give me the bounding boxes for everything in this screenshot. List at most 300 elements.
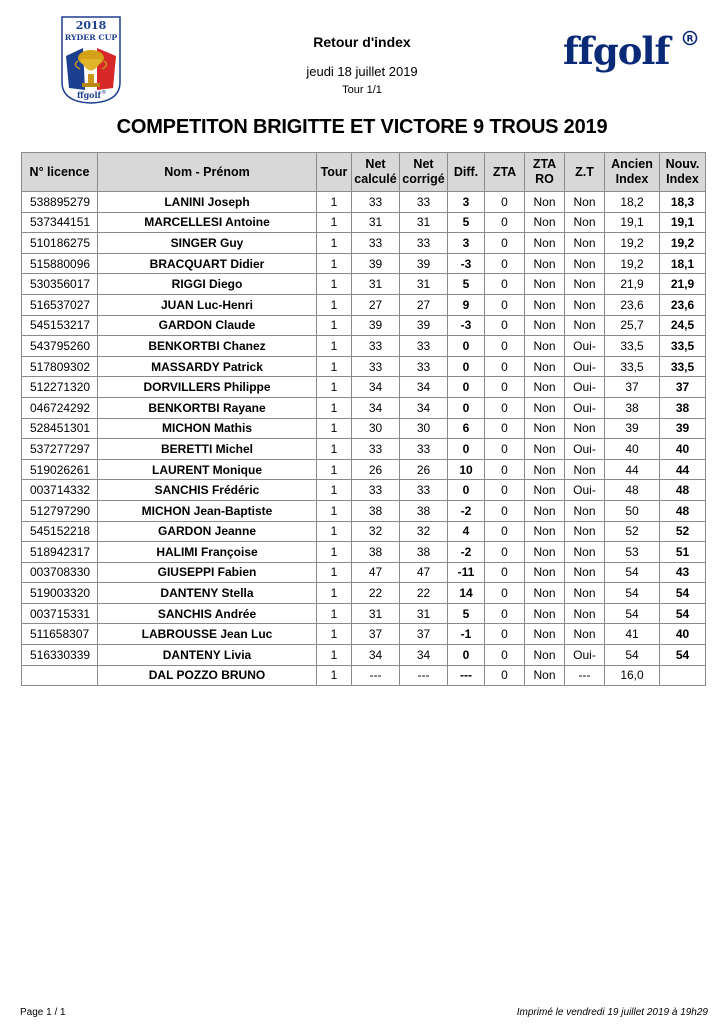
cell-tour: 1 xyxy=(317,418,352,439)
cell-zta-ro: Non xyxy=(525,500,565,521)
cell-net-corrige: 31 xyxy=(400,603,448,624)
cell-diff: 0 xyxy=(448,439,485,460)
cell-net-calcule: 39 xyxy=(352,253,400,274)
cell-tour: 1 xyxy=(317,377,352,398)
cell-tour: 1 xyxy=(317,356,352,377)
cell-ancien-index: 52 xyxy=(605,521,660,542)
cell-tour: 1 xyxy=(317,315,352,336)
cell-licence: 543795260 xyxy=(22,336,98,357)
cell-zt: Oui- xyxy=(565,480,605,501)
cell-tour: 1 xyxy=(317,274,352,295)
cell-licence: 510186275 xyxy=(22,233,98,254)
cell-net-calcule: 32 xyxy=(352,521,400,542)
cell-zta-ro: Non xyxy=(525,645,565,666)
cell-zt: Non xyxy=(565,212,605,233)
cell-tour: 1 xyxy=(317,192,352,213)
col-header-net-corrige: Net corrigé xyxy=(400,153,448,192)
cell-zt: Oui- xyxy=(565,377,605,398)
table-row xyxy=(22,192,706,213)
cell-net-calcule: --- xyxy=(352,665,400,686)
cell-ancien-index: 19,1 xyxy=(605,212,660,233)
cell-zta-ro: Non xyxy=(525,233,565,254)
cell-net-calcule: 31 xyxy=(352,212,400,233)
cell-zta-ro: Non xyxy=(525,583,565,604)
cell-nouvel-index: 33,5 xyxy=(660,336,706,357)
cell-zta: 0 xyxy=(485,603,525,624)
cell-diff: 0 xyxy=(448,397,485,418)
cell-ancien-index: 53 xyxy=(605,542,660,563)
cell-zta-ro: Non xyxy=(525,439,565,460)
cell-nouvel-index: 21,9 xyxy=(660,274,706,295)
cell-ancien-index: 23,6 xyxy=(605,294,660,315)
cell-licence: 538895279 xyxy=(22,192,98,213)
print-date: Imprimé le vendredi 19 juillet 2019 à 19h29 xyxy=(516,1007,708,1018)
cell-net-calcule: 33 xyxy=(352,233,400,254)
cell-licence: 518942317 xyxy=(22,542,98,563)
report-date: jeudi 18 juillet 2019 xyxy=(306,64,418,79)
cell-diff: -1 xyxy=(448,624,485,645)
cell-zta-ro: Non xyxy=(525,480,565,501)
cell-diff: 10 xyxy=(448,459,485,480)
cell-nouvel-index: 18,1 xyxy=(660,253,706,274)
cell-nouvel-index: 54 xyxy=(660,603,706,624)
cell-nom: GIUSEPPI Fabien xyxy=(98,562,317,583)
cell-zt: Non xyxy=(565,542,605,563)
cell-zt: Oui- xyxy=(565,336,605,357)
table-row xyxy=(22,459,706,480)
cell-zta: 0 xyxy=(485,459,525,480)
table-row xyxy=(22,418,706,439)
cell-zt: Non xyxy=(565,521,605,542)
logo-reg-text: ® xyxy=(101,90,107,96)
cell-zt: Non xyxy=(565,500,605,521)
table-row xyxy=(22,645,706,666)
cell-zta-ro: Non xyxy=(525,418,565,439)
cell-tour: 1 xyxy=(317,500,352,521)
cell-nom: BENKORTBI Chanez xyxy=(98,336,317,357)
cell-ancien-index: 38 xyxy=(605,397,660,418)
cell-licence: 512797290 xyxy=(22,500,98,521)
cell-tour: 1 xyxy=(317,397,352,418)
cell-zt: Non xyxy=(565,274,605,295)
cell-nom: DAL POZZO BRUNO xyxy=(98,665,317,686)
col-header-nouvel-index: Nouv. Index xyxy=(660,153,706,192)
logo-year-text: 2018 xyxy=(75,19,107,32)
cell-zta: 0 xyxy=(485,377,525,398)
cell-net-corrige: 34 xyxy=(400,645,448,666)
cell-licence: 003708330 xyxy=(22,562,98,583)
cell-zta-ro: Non xyxy=(525,397,565,418)
table-row xyxy=(22,439,706,460)
cell-net-corrige: 39 xyxy=(400,315,448,336)
table-row xyxy=(22,562,706,583)
cell-net-calcule: 37 xyxy=(352,624,400,645)
col-header-zt: Z.T xyxy=(565,153,605,192)
cell-nom: BRACQUART Didier xyxy=(98,253,317,274)
cell-nouvel-index: 37 xyxy=(660,377,706,398)
cell-zta-ro: Non xyxy=(525,521,565,542)
cell-zta: 0 xyxy=(485,542,525,563)
col-header-zta: ZTA xyxy=(485,153,525,192)
cell-ancien-index: 41 xyxy=(605,624,660,645)
cell-net-calcule: 39 xyxy=(352,315,400,336)
cell-zta-ro: Non xyxy=(525,315,565,336)
cell-licence: 516330339 xyxy=(22,645,98,666)
table-row xyxy=(22,583,706,604)
cell-diff: 4 xyxy=(448,521,485,542)
cell-nom: MICHON Jean-Baptiste xyxy=(98,500,317,521)
cell-zta-ro: Non xyxy=(525,377,565,398)
cell-diff: 14 xyxy=(448,583,485,604)
cell-nouvel-index: 19,2 xyxy=(660,233,706,254)
cell-licence: 517809302 xyxy=(22,356,98,377)
cell-diff: 0 xyxy=(448,336,485,357)
cell-zta: 0 xyxy=(485,315,525,336)
cell-zt: Non xyxy=(565,294,605,315)
cell-zta-ro: Non xyxy=(525,356,565,377)
cell-licence: 515880096 xyxy=(22,253,98,274)
cell-net-corrige: 27 xyxy=(400,294,448,315)
table-row xyxy=(22,315,706,336)
cell-zta: 0 xyxy=(485,356,525,377)
cell-zta-ro: Non xyxy=(525,212,565,233)
cell-net-corrige: 38 xyxy=(400,542,448,563)
cell-nom: LANINI Joseph xyxy=(98,192,317,213)
competition-title: COMPETITON BRIGITTE ET VICTORE 9 TROUS 2019 xyxy=(116,116,608,138)
cell-tour: 1 xyxy=(317,645,352,666)
cell-zta-ro: Non xyxy=(525,665,565,686)
cell-diff: 5 xyxy=(448,603,485,624)
cell-tour: 1 xyxy=(317,521,352,542)
cell-zta: 0 xyxy=(485,294,525,315)
cell-zt: Oui- xyxy=(565,356,605,377)
cell-tour: 1 xyxy=(317,336,352,357)
cell-net-corrige: --- xyxy=(400,665,448,686)
col-header-nom: Nom - Prénom xyxy=(98,153,317,192)
cell-diff: -2 xyxy=(448,542,485,563)
cell-diff: 9 xyxy=(448,294,485,315)
results-table xyxy=(21,152,706,686)
cell-net-calcule: 27 xyxy=(352,294,400,315)
cell-nom: DANTENY Stella xyxy=(98,583,317,604)
cell-licence: 003715331 xyxy=(22,603,98,624)
cell-diff: 0 xyxy=(448,377,485,398)
cell-ancien-index: 33,5 xyxy=(605,336,660,357)
cell-ancien-index: 54 xyxy=(605,562,660,583)
cell-zt: --- xyxy=(565,665,605,686)
cell-ancien-index: 44 xyxy=(605,459,660,480)
cell-net-calcule: 33 xyxy=(352,336,400,357)
cell-licence: 519026261 xyxy=(22,459,98,480)
table-row xyxy=(22,212,706,233)
cell-zt: Non xyxy=(565,315,605,336)
cell-nouvel-index: 44 xyxy=(660,459,706,480)
cell-nouvel-index: 43 xyxy=(660,562,706,583)
col-header-tour: Tour xyxy=(317,153,352,192)
report-title: Retour d'index xyxy=(313,34,411,50)
cell-diff: -11 xyxy=(448,562,485,583)
cell-nouvel-index: 48 xyxy=(660,480,706,501)
cell-net-corrige: 26 xyxy=(400,459,448,480)
cell-nouvel-index: 23,6 xyxy=(660,294,706,315)
cell-ancien-index: 18,2 xyxy=(605,192,660,213)
cell-diff: -3 xyxy=(448,253,485,274)
cell-ancien-index: 37 xyxy=(605,377,660,398)
cell-diff: 3 xyxy=(448,233,485,254)
cell-licence: 511658307 xyxy=(22,624,98,645)
cell-nouvel-index: 54 xyxy=(660,645,706,666)
table-row xyxy=(22,377,706,398)
page-number: Page 1 / 1 xyxy=(20,1007,66,1018)
cell-tour: 1 xyxy=(317,480,352,501)
cell-diff: 5 xyxy=(448,274,485,295)
cell-diff: 0 xyxy=(448,356,485,377)
cell-nom: RIGGI Diego xyxy=(98,274,317,295)
cell-ancien-index: 21,9 xyxy=(605,274,660,295)
cell-zta: 0 xyxy=(485,645,525,666)
cell-licence: 512271320 xyxy=(22,377,98,398)
cell-zt: Oui- xyxy=(565,397,605,418)
cell-net-calcule: 31 xyxy=(352,274,400,295)
cell-zta: 0 xyxy=(485,480,525,501)
cell-diff: -3 xyxy=(448,315,485,336)
table-row xyxy=(22,356,706,377)
cell-zt: Non xyxy=(565,233,605,254)
cell-tour: 1 xyxy=(317,665,352,686)
cell-net-calcule: 33 xyxy=(352,480,400,501)
cell-ancien-index: 19,2 xyxy=(605,253,660,274)
cell-tour: 1 xyxy=(317,212,352,233)
cell-nom: GARDON Claude xyxy=(98,315,317,336)
cell-zta-ro: Non xyxy=(525,562,565,583)
cell-licence xyxy=(22,665,98,686)
cell-licence: 003714332 xyxy=(22,480,98,501)
col-header-zta-ro: ZTA RO xyxy=(525,153,565,192)
cell-net-corrige: 33 xyxy=(400,356,448,377)
cell-tour: 1 xyxy=(317,542,352,563)
cell-ancien-index: 19,2 xyxy=(605,233,660,254)
cell-tour: 1 xyxy=(317,439,352,460)
cell-net-calcule: 34 xyxy=(352,645,400,666)
cell-zt: Non xyxy=(565,192,605,213)
cell-zta: 0 xyxy=(485,562,525,583)
cell-tour: 1 xyxy=(317,603,352,624)
cell-nom: LAURENT Monique xyxy=(98,459,317,480)
cell-diff: 6 xyxy=(448,418,485,439)
table-row xyxy=(22,274,706,295)
cell-zt: Non xyxy=(565,624,605,645)
cell-zt: Non xyxy=(565,253,605,274)
cell-diff: --- xyxy=(448,665,485,686)
cell-zt: Non xyxy=(565,459,605,480)
cell-licence: 519003320 xyxy=(22,583,98,604)
cell-zta: 0 xyxy=(485,624,525,645)
cell-nouvel-index: 51 xyxy=(660,542,706,563)
cell-tour: 1 xyxy=(317,459,352,480)
cell-net-corrige: 32 xyxy=(400,521,448,542)
cell-nouvel-index: 39 xyxy=(660,418,706,439)
cell-net-calcule: 33 xyxy=(352,356,400,377)
cell-nouvel-index: 18,3 xyxy=(660,192,706,213)
cell-net-corrige: 33 xyxy=(400,233,448,254)
cell-net-corrige: 31 xyxy=(400,212,448,233)
cell-net-calcule: 30 xyxy=(352,418,400,439)
cell-net-corrige: 22 xyxy=(400,583,448,604)
cell-licence: 046724292 xyxy=(22,397,98,418)
cell-nom: BERETTI Michel xyxy=(98,439,317,460)
cell-ancien-index: 54 xyxy=(605,583,660,604)
cell-net-corrige: 33 xyxy=(400,480,448,501)
cell-nouvel-index: 19,1 xyxy=(660,212,706,233)
cell-zt: Oui- xyxy=(565,439,605,460)
cell-zta: 0 xyxy=(485,212,525,233)
cell-zta: 0 xyxy=(485,665,525,686)
cell-zta-ro: Non xyxy=(525,459,565,480)
cell-nouvel-index: 33,5 xyxy=(660,356,706,377)
ffgolf-logo-text: ffgolf xyxy=(563,29,670,73)
cell-net-calcule: 34 xyxy=(352,377,400,398)
cell-nouvel-index: 40 xyxy=(660,439,706,460)
table-row xyxy=(22,542,706,563)
table-row xyxy=(22,294,706,315)
cell-ancien-index: 39 xyxy=(605,418,660,439)
cell-diff: 0 xyxy=(448,480,485,501)
cell-net-corrige: 39 xyxy=(400,253,448,274)
cell-net-corrige: 37 xyxy=(400,624,448,645)
cell-net-calcule: 33 xyxy=(352,192,400,213)
cell-zta: 0 xyxy=(485,500,525,521)
cell-net-corrige: 34 xyxy=(400,377,448,398)
cell-licence: 545153217 xyxy=(22,315,98,336)
cell-nom: SANCHIS Andrée xyxy=(98,603,317,624)
cell-net-calcule: 31 xyxy=(352,603,400,624)
cell-diff: 3 xyxy=(448,192,485,213)
cell-zta: 0 xyxy=(485,397,525,418)
cell-ancien-index: 54 xyxy=(605,603,660,624)
table-row xyxy=(22,480,706,501)
cell-net-corrige: 31 xyxy=(400,274,448,295)
cell-net-calcule: 47 xyxy=(352,562,400,583)
table-row xyxy=(22,521,706,542)
cell-net-calcule: 22 xyxy=(352,583,400,604)
cell-zta-ro: Non xyxy=(525,624,565,645)
cell-zta: 0 xyxy=(485,418,525,439)
cell-zta: 0 xyxy=(485,233,525,254)
cell-zt: Oui- xyxy=(565,645,605,666)
col-header-licence: N° licence xyxy=(22,153,98,192)
cell-diff: 0 xyxy=(448,645,485,666)
table-row xyxy=(22,233,706,254)
cell-zt: Non xyxy=(565,583,605,604)
cell-net-calcule: 33 xyxy=(352,439,400,460)
cell-nouvel-index: 38 xyxy=(660,397,706,418)
cell-nouvel-index: 24,5 xyxy=(660,315,706,336)
report-tour: Tour 1/1 xyxy=(342,84,382,96)
table-row xyxy=(22,397,706,418)
cell-net-calcule: 34 xyxy=(352,397,400,418)
cell-nom: MASSARDY Patrick xyxy=(98,356,317,377)
cell-tour: 1 xyxy=(317,233,352,254)
cell-net-calcule: 38 xyxy=(352,542,400,563)
table-row xyxy=(22,253,706,274)
cell-tour: 1 xyxy=(317,583,352,604)
cell-nom: DANTENY Livia xyxy=(98,645,317,666)
logo-event-text: RYDER CUP xyxy=(64,33,118,42)
cell-diff: -2 xyxy=(448,500,485,521)
cell-nom: GARDON Jeanne xyxy=(98,521,317,542)
table-row xyxy=(22,624,706,645)
cell-licence: 537344151 xyxy=(22,212,98,233)
cell-net-calcule: 26 xyxy=(352,459,400,480)
cell-licence: 537277297 xyxy=(22,439,98,460)
cell-net-corrige: 33 xyxy=(400,192,448,213)
cell-net-corrige: 47 xyxy=(400,562,448,583)
cell-nouvel-index: 52 xyxy=(660,521,706,542)
cell-zta-ro: Non xyxy=(525,294,565,315)
logo-brand-text: ffgolf xyxy=(77,90,101,100)
cell-nom: JUAN Luc-Henri xyxy=(98,294,317,315)
cell-tour: 1 xyxy=(317,253,352,274)
cell-zta-ro: Non xyxy=(525,336,565,357)
cell-licence: 545152218 xyxy=(22,521,98,542)
cell-zta: 0 xyxy=(485,583,525,604)
cell-ancien-index: 25,7 xyxy=(605,315,660,336)
cell-zta: 0 xyxy=(485,439,525,460)
cell-nom: DORVILLERS Philippe xyxy=(98,377,317,398)
cell-ancien-index: 50 xyxy=(605,500,660,521)
cell-net-corrige: 33 xyxy=(400,336,448,357)
cell-nom: HALIMI Françoise xyxy=(98,542,317,563)
cell-nom: SINGER Guy xyxy=(98,233,317,254)
cell-zta: 0 xyxy=(485,274,525,295)
cell-zta: 0 xyxy=(485,253,525,274)
cell-zt: Non xyxy=(565,418,605,439)
cell-net-corrige: 34 xyxy=(400,397,448,418)
cell-nom: BENKORTBI Rayane xyxy=(98,397,317,418)
table-row xyxy=(22,336,706,357)
table-header-row xyxy=(22,153,706,192)
col-header-ancien-index: Ancien Index xyxy=(605,153,660,192)
cell-zta: 0 xyxy=(485,521,525,542)
cell-zta-ro: Non xyxy=(525,603,565,624)
cell-ancien-index: 48 xyxy=(605,480,660,501)
cell-nouvel-index xyxy=(660,665,706,686)
cell-zta-ro: Non xyxy=(525,542,565,563)
col-header-net-calcule: Net calculé xyxy=(352,153,400,192)
cell-net-corrige: 33 xyxy=(400,439,448,460)
col-header-diff: Diff. xyxy=(448,153,485,192)
cell-zta-ro: Non xyxy=(525,192,565,213)
cell-nom: MARCELLESI Antoine xyxy=(98,212,317,233)
cell-nom: SANCHIS Frédéric xyxy=(98,480,317,501)
cell-tour: 1 xyxy=(317,294,352,315)
cell-zt: Non xyxy=(565,603,605,624)
cell-tour: 1 xyxy=(317,562,352,583)
cell-zta: 0 xyxy=(485,336,525,357)
cell-tour: 1 xyxy=(317,624,352,645)
cell-ancien-index: 40 xyxy=(605,439,660,460)
table-row xyxy=(22,603,706,624)
cell-zta: 0 xyxy=(485,192,525,213)
cell-zt: Non xyxy=(565,562,605,583)
cell-licence: 528451301 xyxy=(22,418,98,439)
cell-licence: 516537027 xyxy=(22,294,98,315)
table-row xyxy=(22,500,706,521)
cell-net-corrige: 30 xyxy=(400,418,448,439)
cell-nouvel-index: 54 xyxy=(660,583,706,604)
cell-zta-ro: Non xyxy=(525,274,565,295)
table-row xyxy=(22,665,706,686)
